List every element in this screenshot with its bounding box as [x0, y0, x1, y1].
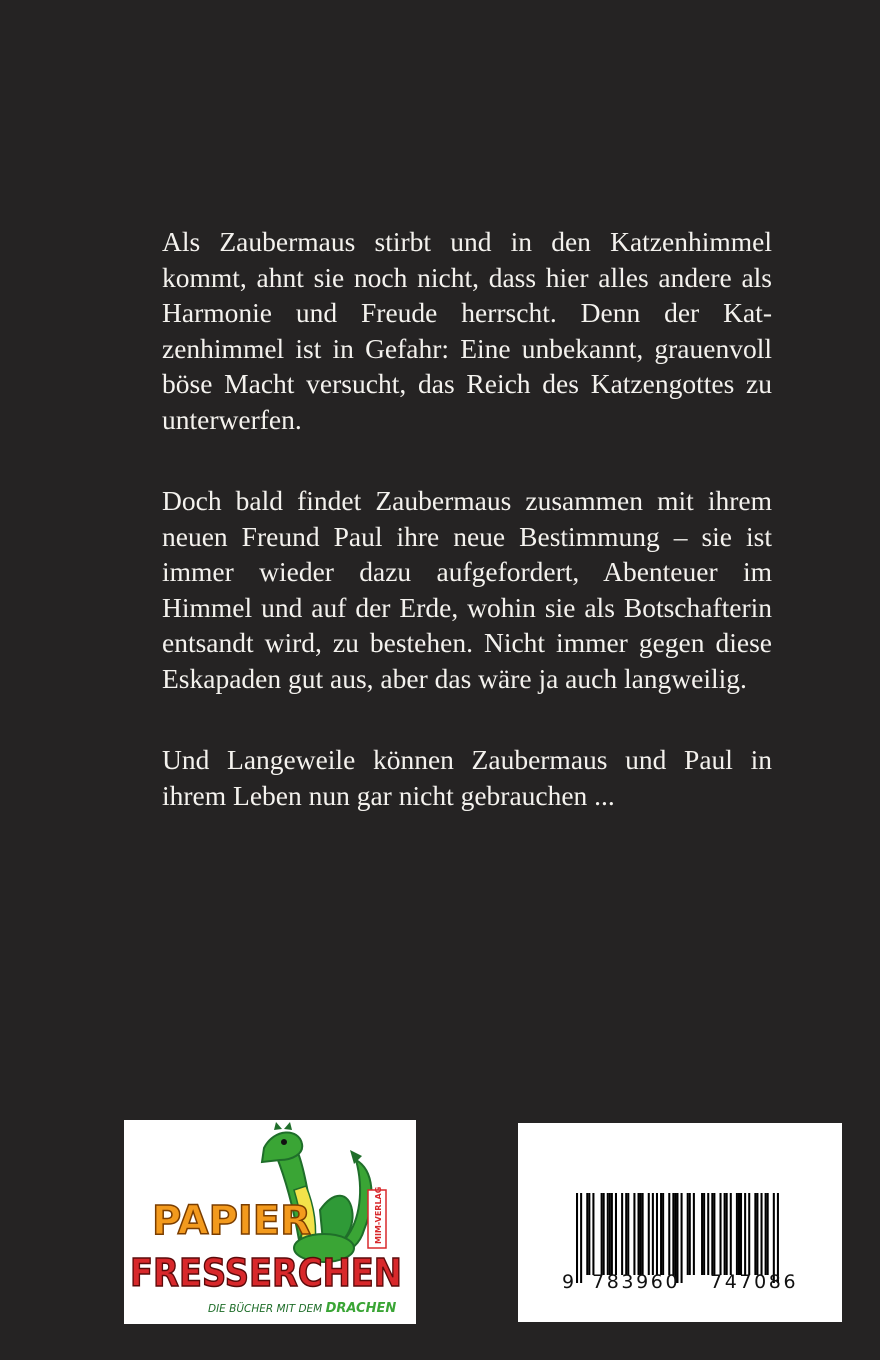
barcode-bar	[736, 1193, 738, 1275]
barcode-bar	[615, 1193, 617, 1275]
barcode-bar	[607, 1193, 609, 1275]
logo-word-papier: PAPIER	[152, 1198, 311, 1244]
barcode-bar	[738, 1193, 740, 1275]
barcode-bar	[640, 1193, 642, 1275]
barcode-bar	[703, 1193, 705, 1275]
barcode-bar	[726, 1193, 728, 1275]
barcode-bar	[580, 1193, 582, 1283]
barcode-bar	[687, 1193, 689, 1275]
barcode-bar	[756, 1193, 758, 1275]
barcode-bar	[676, 1193, 678, 1283]
barcode-bar	[672, 1193, 674, 1275]
barcode-bar	[660, 1193, 662, 1275]
logo-slogan-prefix: DIE BÜCHER MIT DEM	[208, 1303, 323, 1315]
barcode-bar	[611, 1193, 613, 1275]
barcode-bar	[633, 1193, 635, 1275]
barcode-bar	[668, 1193, 670, 1275]
barcode-bar	[681, 1193, 683, 1283]
barcode-bar	[674, 1193, 676, 1283]
blurb-paragraph-3: Und Langeweile können Zaubermaus und Paul in ihrem Leben nun gar nicht gebrauchen ...	[162, 744, 772, 811]
barcode-bar	[625, 1193, 627, 1275]
barcode-bar	[744, 1193, 746, 1275]
barcode-first-digit: 9	[562, 1271, 577, 1293]
barcode-bar	[652, 1193, 654, 1275]
blurb-paragraph-2: Doch bald findet Zaubermaus zusammen mit ihrem neuen Freund Paul ihre neue Bestimmung – sie ist immer wieder dazu aufgefordert, Abenteuer im Himmel und auf der Erde, wohin sie als Botschafterin entsandt wird, zu bestehen. Nicht immer gegen diese Eskapaden gut aus, aber das wäre ja auch langweilig.	[162, 485, 772, 694]
barcode-bar	[767, 1193, 769, 1275]
barcode-bar	[638, 1193, 640, 1275]
barcode-bar	[576, 1193, 578, 1283]
logo-word-fresserchen: FRESSERCHEN	[130, 1251, 402, 1295]
barcode-bar	[601, 1193, 603, 1275]
barcode-bar	[748, 1193, 750, 1275]
logo-slogan	[208, 1301, 396, 1316]
barcode-bar	[693, 1193, 695, 1275]
barcode-bar	[689, 1193, 691, 1275]
barcode-bar	[603, 1193, 605, 1275]
barcode-bar	[711, 1193, 713, 1275]
barcode-bar	[586, 1193, 588, 1275]
logo-lettering	[124, 1120, 416, 1324]
back-cover-blurb	[162, 224, 772, 859]
barcode-bar	[592, 1193, 594, 1275]
barcode-bar	[724, 1193, 726, 1275]
barcode-bar	[773, 1193, 775, 1283]
barcode-bar	[656, 1193, 658, 1275]
logo-slogan-highlight: DRACHEN	[325, 1301, 397, 1316]
isbn-barcode	[518, 1123, 842, 1322]
blurb-paragraph-1: Als Zaubermaus stirbt und in den Katzenhimmel kommt, ahnt sie noch nicht, dass hier alles andere als Harmonie und Freude herrscht. Denn der Katzenhimmel ist in Gefahr: Eine unbekannt, grauenvoll böse Macht versucht, das Reich des Katzengottes zu unterwerfen.	[162, 226, 772, 435]
barcode-bar	[648, 1193, 650, 1275]
barcode-bar	[713, 1193, 715, 1275]
barcode-bar	[701, 1193, 703, 1275]
barcode-bar	[621, 1193, 623, 1275]
barcode-bar	[642, 1193, 644, 1275]
barcode-bar	[777, 1193, 779, 1283]
barcode-left-group: 783960	[592, 1271, 681, 1293]
logo-tag: MIM-VERLAG	[374, 1186, 383, 1244]
barcode-bar	[720, 1193, 722, 1275]
barcode-bar	[707, 1193, 709, 1275]
barcode-bar	[765, 1193, 767, 1275]
barcode-bars	[576, 1193, 786, 1283]
barcode-bar	[588, 1193, 590, 1275]
barcode-bar	[627, 1193, 629, 1275]
barcode-bar	[662, 1193, 664, 1275]
barcode-bar	[730, 1193, 732, 1275]
publisher-logo	[124, 1120, 416, 1324]
barcode-bar	[740, 1193, 742, 1275]
barcode-digits	[558, 1271, 818, 1295]
barcode-right-group: 747086	[710, 1271, 799, 1293]
barcode-bar	[761, 1193, 763, 1275]
barcode-bar	[754, 1193, 756, 1275]
barcode-bar	[609, 1193, 611, 1275]
